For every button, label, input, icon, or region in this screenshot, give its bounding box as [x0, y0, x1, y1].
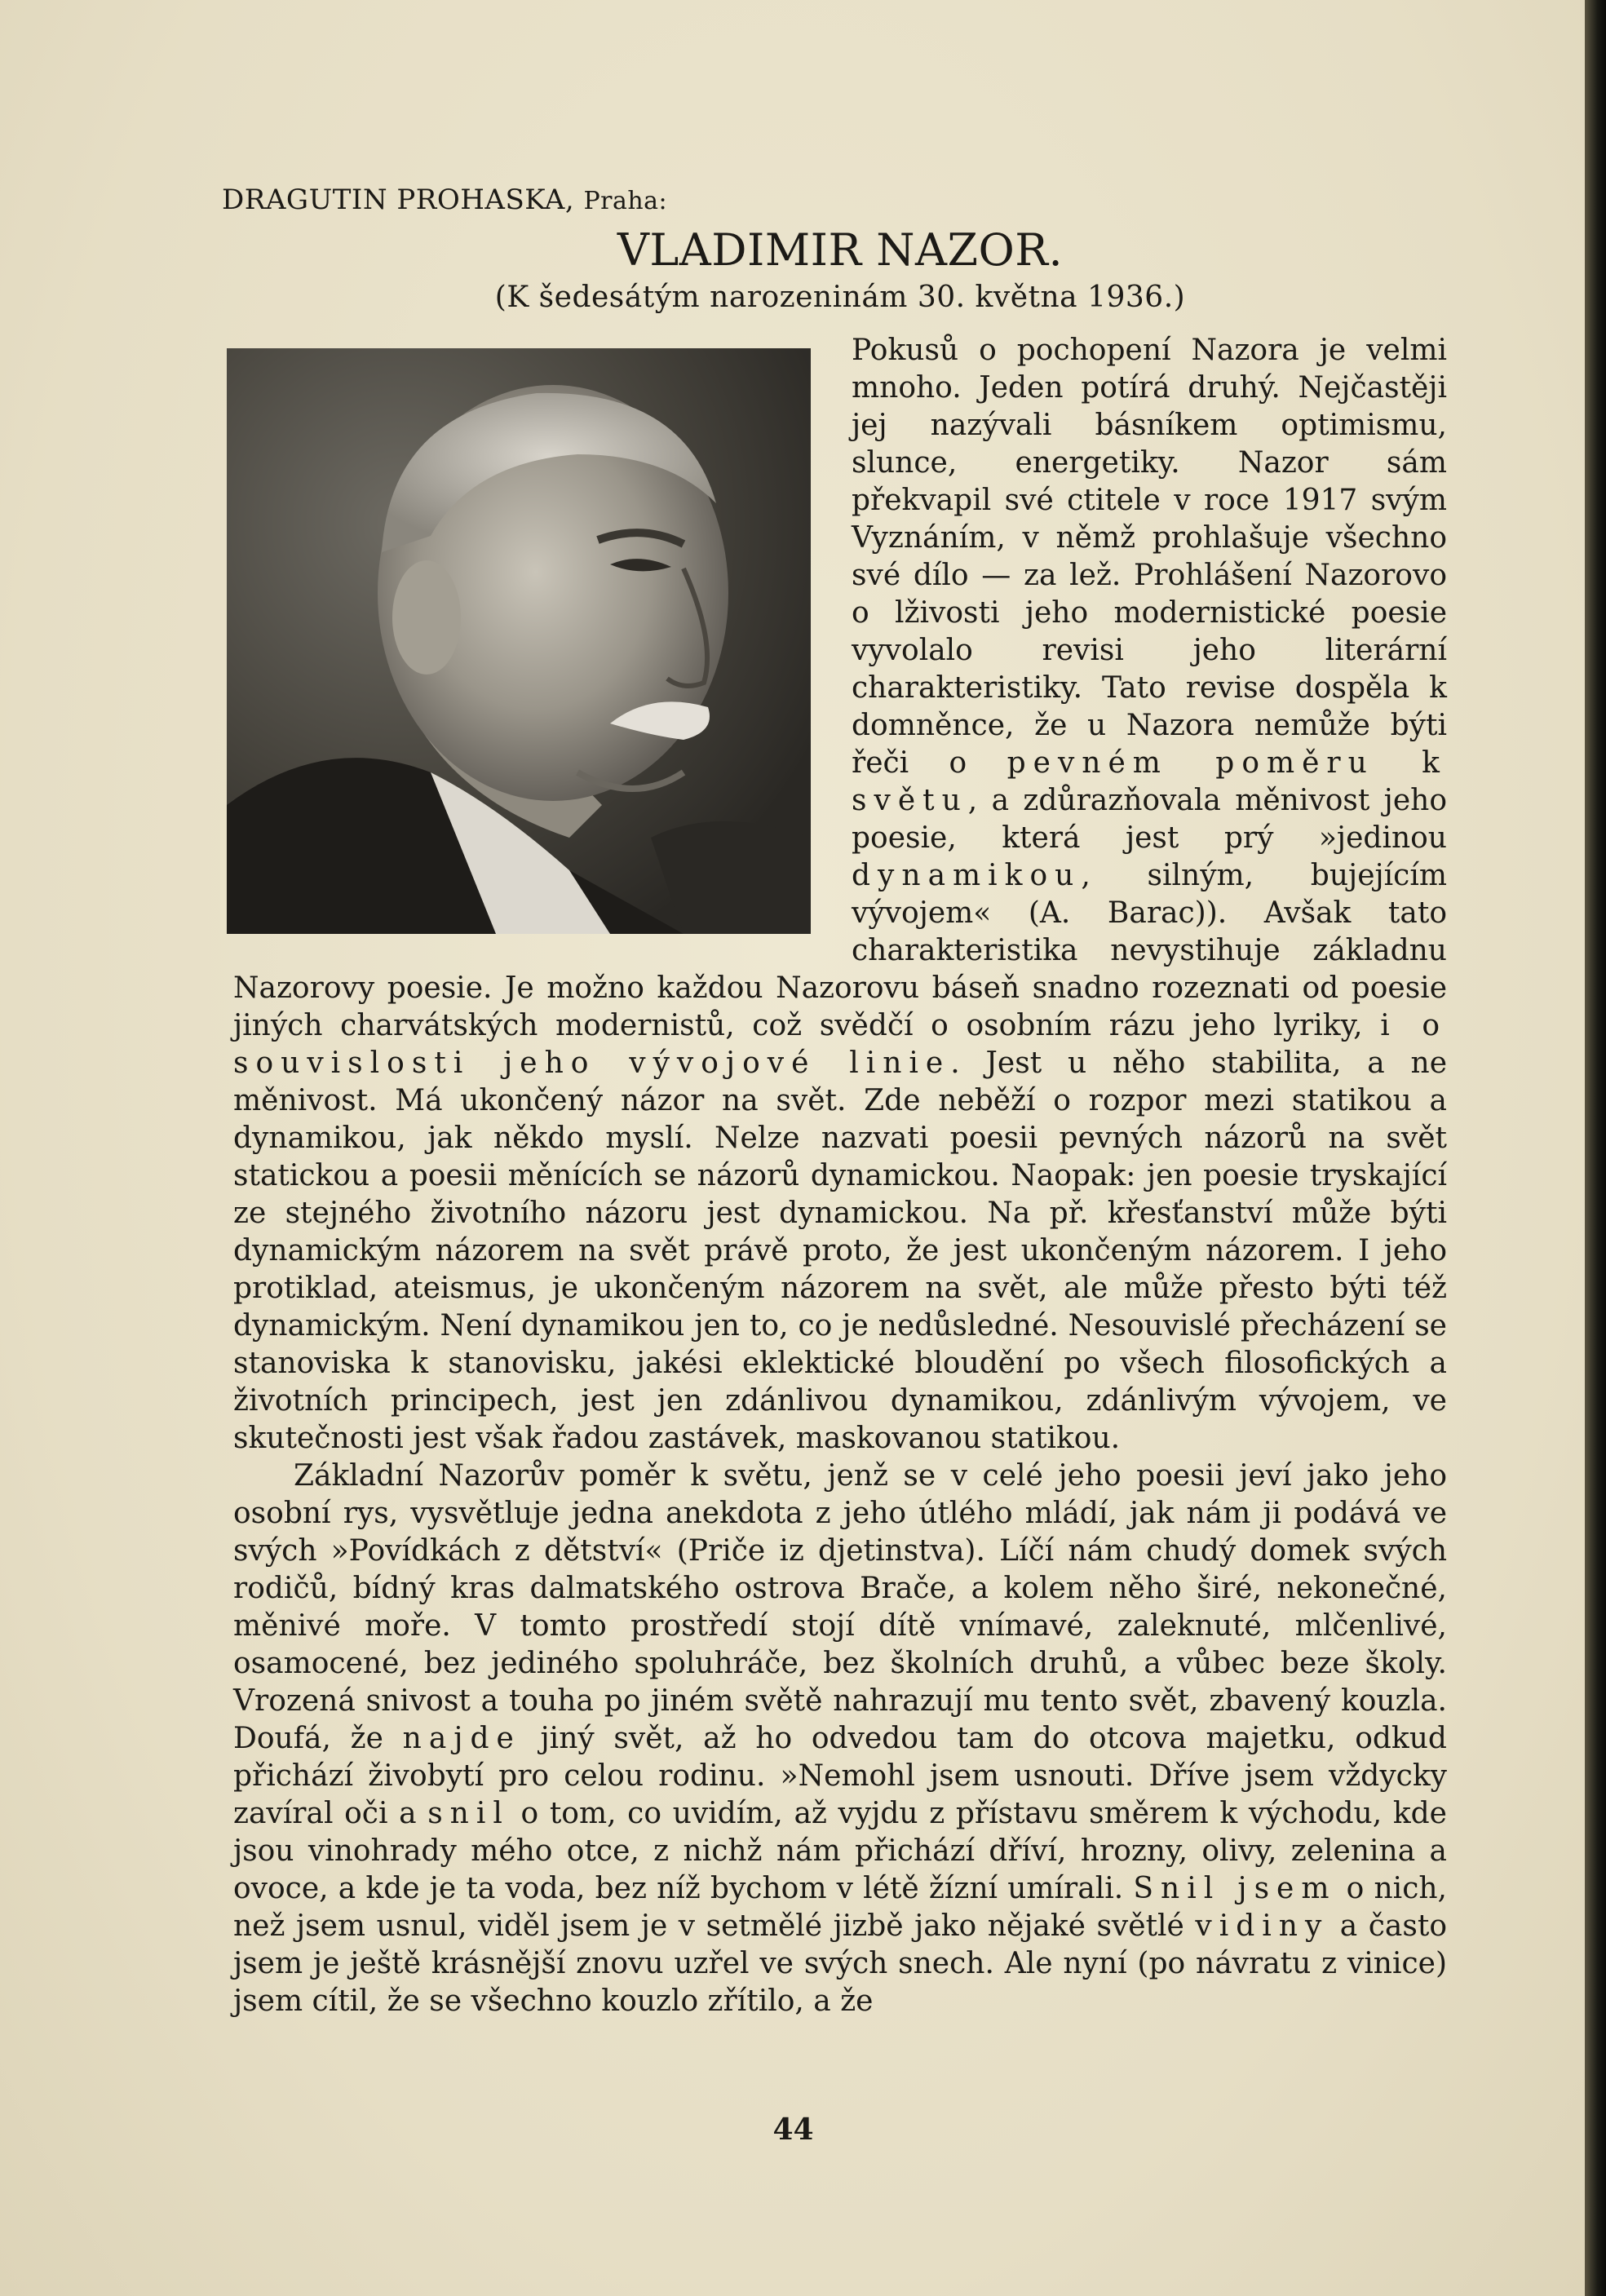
portrait-photo [227, 348, 811, 934]
text-run: a často jsem je ještě krásnější znovu uzřel ve svých snech. Ale nyní (po návratu z vinice) jsem cítil, že se všechno kouzlo zřítilo, a že [233, 1909, 1447, 2018]
spaced-emphasis: pevném poměru k světu [852, 746, 1447, 817]
book-spine [1585, 0, 1606, 2296]
spaced-emphasis: Snil jsem [1133, 1872, 1337, 1905]
text-run: jiný svět, až ho odvedou tam do otcova majetku, odkud přichází živobytí pro celou rodinu. »Nemohl jsem usnouti. Dříve jsem vždycky zavíral oči a [233, 1722, 1447, 1830]
portrait-image [227, 348, 811, 934]
text-run: , a zdůrazňovala měnivost jeho poesie, která jest prý »jedinou [852, 784, 1447, 855]
spaced-emphasis: i o souvislosti jeho vývojové linie [233, 1009, 1447, 1080]
spaced-emphasis: najde [402, 1722, 521, 1755]
paragraph-2 [233, 1458, 1447, 2020]
page-number: 44 [772, 2112, 814, 2147]
text-run: , silným, bujejícím vývojem« (A. Barac)). Avšak tato charakteristika nevystihuje základnu Nazorovy poesie. Je možno každou Nazorovu báseň snadno rozeznati od poesie jiných charvátských modernistů, což svědčí o osobním rázu jeho lyriky, [233, 859, 1447, 1042]
author-place: Praha: [583, 187, 668, 215]
spaced-emphasis: dynamikou [852, 859, 1082, 892]
text-run: Základní Nazorův poměr k světu, jenž se v celé jeho poesii jeví jako jeho osobní rys, vysvětluje jedna anekdota z jeho útlého mládí, jak nám ji podává ve svých »Povídkách z dětství« (Priče iz djetinstva). Líčí nám chudý domek svých rodičů, bídný kras dalmatského ostrova Brače, a kolem něho širé, nekonečné, měnivé moře. V tomto prostředí stojí dítě vnímavé, zaleknuté, mlčenlivé, osamocené, bez jediného spoluhráče, bez školních druhů, a vůbec beze školy. Vrozená snivost a touha po jiném světě nahrazují mu tento svět, zbavený kouzla. Doufá, že [233, 1459, 1447, 1755]
author-line [222, 184, 1447, 216]
text-run: . Jest u něho stabilita, a ne měnivost. Má ukončený názor na svět. Zde neběží o rozpor mezi statikou a dynamikou, jak někdo myslí. Nelze nazvati poesii pevných názorů na svět statickou a poesii měnících se názorů dynamickou. Naopak: jen poesie tryskající ze stejného životního názoru jest dynamickou. Na př. křesťanství může býti dynamickým názorem na svět právě proto, že jest ukončeným názorem. I jeho protiklad, ateismus, je ukončeným názorem na svět, ale může přesto býti též dynamickým. Není dynamikou jen to, co je nedůsledné. Nesouvislé přecházení se stanoviska k stanovisku, jakési eklektické bloudění po všech filosofických a životních principech, jest jen zdánlivou dynamikou, zdánlivým vývojem, ve skutečnosti jest však řadou zastávek, maskovanou statikou. [233, 1046, 1448, 1455]
article-title: VLADIMIR NAZOR. [617, 224, 1064, 276]
article-subtitle: (K šedesátým narozeninám 30. května 1936.) [494, 281, 1186, 314]
text-run: o nich, než jsem usnul, viděl jsem je v setmělé jizbě jako nějaké světlé [233, 1872, 1447, 1943]
article-body [233, 332, 1447, 2020]
spaced-emphasis: vidiny [1195, 1909, 1329, 1943]
author-name: DRAGUTIN PROHASKA, [222, 184, 575, 216]
article [222, 184, 1448, 2020]
text-run: o tom, co uvidím, až vyjdu z přístavu směrem k východu, kde jsou vinohrady mého otce, z nichž nám přichází dříví, hrozny, olivy, zelenina a ovoce, a kde je ta voda, bez níž bychom v létě žízní umírali. [233, 1797, 1447, 1905]
spaced-emphasis: snil [427, 1797, 510, 1830]
text-run: Pokusů o pochopení Nazora je velmi mnoho. Jeden potírá druhý. Nejčastěji jej nazývali básníkem optimismu, slunce, energetiky. Nazor sám překvapil své ctitele v roce 1917 svým Vyznáním, v němž prohlašuje všechno své dílo — za lež. Prohlášení Nazorovo o lživosti jeho modernistické poesie vyvolalo revisi jeho literární charakteristiky. Tato revise dospěla k domněnce, že u Nazora nemůže býti řeči o [852, 334, 1447, 780]
